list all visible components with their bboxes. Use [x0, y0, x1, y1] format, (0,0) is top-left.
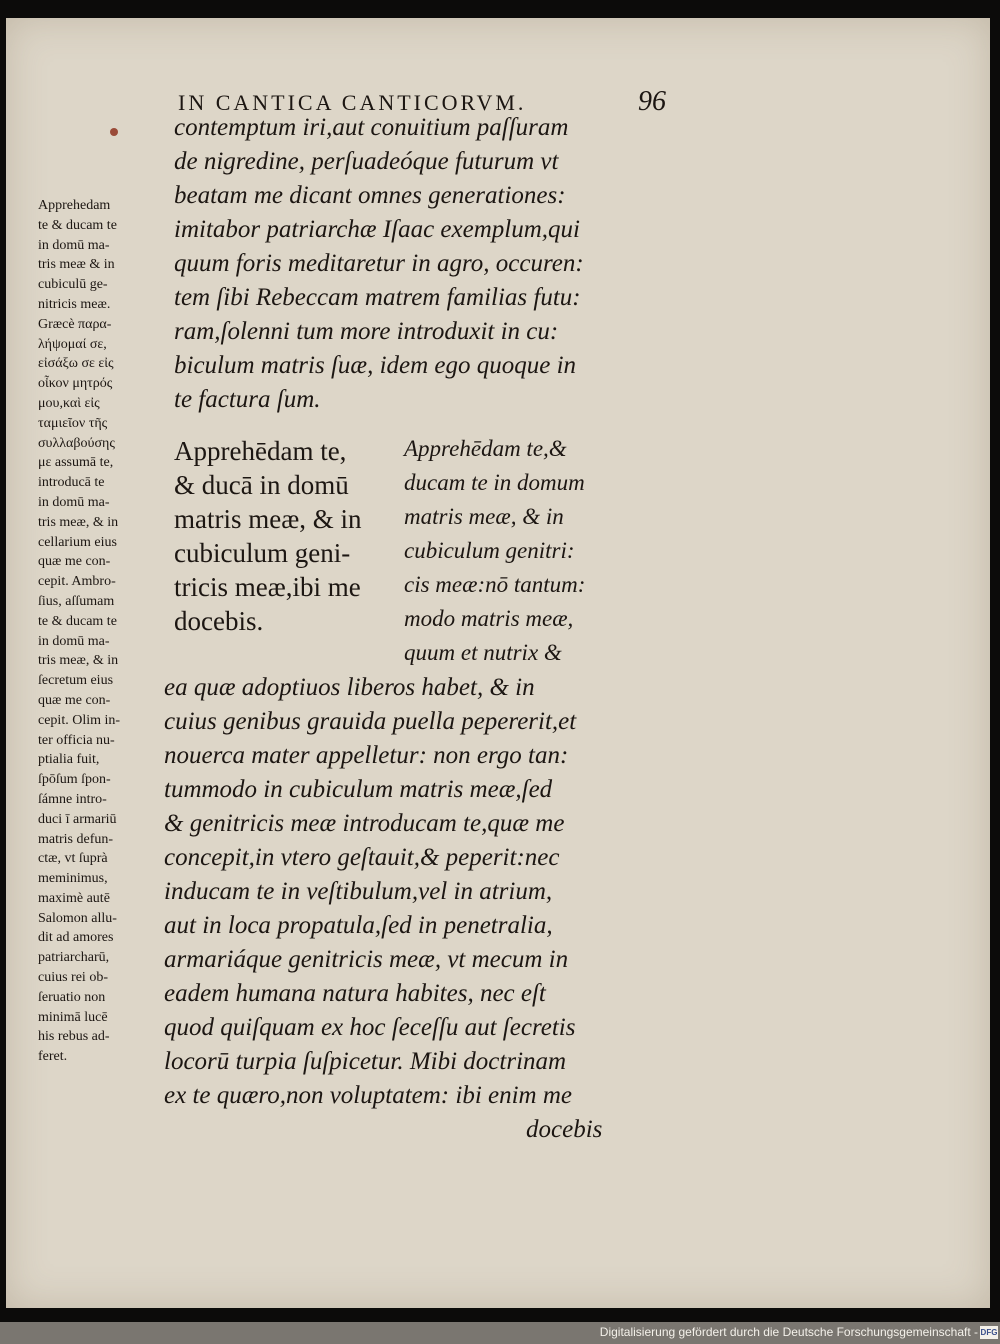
commentary-line: locorū turpia ſuſpicetur. Mibi doctrinam [164, 1048, 567, 1075]
margin-note-line: Apprehedam [38, 198, 111, 213]
lemma-vulgate-line: docebis. [174, 606, 264, 636]
commentary-line: quod quiſquam ex hoc ſeceſſu aut ſecretis [164, 1014, 576, 1041]
lemma-translation-line: cubiculum genitri: [404, 538, 575, 563]
lemma-translation-line: ducam te in domum [404, 470, 585, 495]
margin-note-line: tris meæ & in [38, 257, 115, 273]
lemma-translation-line: cis meæ:nō tantum: [404, 572, 586, 597]
margin-note-line: ter officia nu- [38, 732, 115, 748]
margin-note-line: patriarcharū, [38, 950, 110, 966]
margin-note-line: introducā te [38, 475, 105, 491]
lemma-vulgate-line: & ducā in domū [174, 470, 349, 500]
margin-note-line: οἶκον μητρός [38, 376, 113, 392]
margin-note-line: cuius rei ob- [38, 970, 108, 986]
lemma-vulgate-line: Apprehēdam te, [174, 436, 347, 466]
lemma-vulgate-line: matris meæ, & in [174, 504, 362, 534]
running-head: IN CANTICA CANTICORVM. [178, 90, 527, 115]
margin-note-line: ſeruatio non [38, 989, 106, 1005]
margin-note-line: in domū ma- [38, 237, 110, 253]
margin-note-line: quæ me con- [38, 554, 111, 570]
margin-note-line: meminimus, [38, 871, 108, 887]
commentary-line: imitabor patriarchæ Iſaac exemplum,qui [174, 216, 580, 243]
margin-note-line: in domū ma- [38, 494, 110, 510]
margin-note-line: in domū ma- [38, 633, 110, 649]
lemma-translation-line: Apprehēdam te,& [404, 436, 567, 461]
margin-note-line: ſpōſum ſpon- [38, 772, 111, 788]
commentary-line: contemptum iri,aut conuitium paſſuram [174, 114, 569, 141]
margin-note-line: εἰσάξω σε εἰς [38, 356, 114, 372]
margin-note-line: Salomon allu- [38, 910, 117, 926]
margin-note-line: te & ducam te [38, 613, 117, 629]
commentary-line: ram,ſolenni tum more introduxit in cu: [174, 318, 559, 345]
commentary-line: inducam te in veſtibulum,vel in atrium, [164, 878, 553, 905]
book-page [6, 18, 990, 1308]
dfg-logo-icon: DFG [980, 1328, 998, 1337]
digitization-credit: Digitalisierung gefördert durch die Deutsche Forschungsgemeinschaft - [599, 1325, 978, 1339]
commentary-line: de nigredine, perſuadeóque futurum vt [174, 148, 559, 175]
margin-note-line: quæ me con- [38, 692, 111, 708]
commentary-line: concepit,in vtero geſtauit,& peperit:nec [164, 844, 560, 871]
margin-note-line: μου,καὶ εἰς [38, 395, 100, 411]
margin-note-line: συλλαβούσης [38, 435, 115, 451]
margin-note-line: ctæ, vt ſuprà [38, 851, 108, 867]
commentary-line: te factura ſum. [174, 386, 321, 413]
margin-note-line: tris meæ, & in [38, 653, 119, 669]
margin-note-line: λήψομαί σε, [38, 336, 107, 352]
commentary-line: biculum matris ſuæ, idem ego quoque in [174, 352, 577, 379]
margin-note-line: με assumā te, [38, 455, 114, 471]
margin-note-line: his rebus ad- [38, 1029, 110, 1045]
margin-note-line: te & ducam te [38, 217, 117, 233]
commentary-line: ex te quæro,non voluptatem: ibi enim me [164, 1082, 573, 1109]
commentary-line: tummodo in cubiculum matris meæ,ſed [164, 776, 553, 803]
margin-notes [38, 196, 166, 1067]
lemma-vulgate-line: tricis meæ,ibi me [174, 572, 361, 602]
commentary-line: nouerca mater appelletur: non ergo tan: [164, 742, 569, 769]
margin-note-line: ταμιεῖον τῆς [38, 415, 108, 431]
margin-note-line: duci ī armariū [38, 811, 117, 827]
margin-note-line: ptialia fuit, [38, 752, 100, 768]
lemma-translation-line: matris meæ, & in [404, 504, 564, 529]
margin-note-line: ſámne intro- [38, 791, 107, 807]
margin-note-line: minimā lucē [38, 1009, 108, 1025]
margin-note-line: feret. [38, 1049, 68, 1065]
commentary-line: beatam me dicant omnes generationes: [174, 182, 566, 209]
footer-bar [0, 1322, 1000, 1344]
lemma-translation-line: quum et nutrix & [404, 640, 562, 665]
commentary-line: aut in loca propatula,ſed in penetralia, [164, 912, 553, 939]
margin-note-line: tris meæ, & in [38, 514, 119, 530]
commentary-line: ea quæ adoptiuos liberos habet, & in [164, 674, 535, 701]
margin-note-line: nitricis meæ. [38, 296, 111, 312]
commentary-line: tem ſibi Rebeccam matrem familias futu: [174, 284, 581, 311]
commentary-line: armariáque genitricis meæ, vt mecum in [164, 946, 569, 973]
margin-note-line: ſius, aſſumam [38, 593, 115, 609]
margin-note-line: maximè autē [38, 890, 110, 906]
margin-note-line: matris defun- [38, 831, 114, 847]
margin-note-line: Græcè παρα- [38, 316, 112, 332]
folio-number: 96 [638, 86, 666, 117]
ink-spot [110, 128, 118, 136]
margin-note-line: cubiculū ge- [38, 277, 108, 293]
commentary-line: & genitricis meæ introducam te,quæ me [164, 810, 565, 837]
catchword: docebis [526, 1116, 603, 1143]
margin-note-line: cepit. Olim in- [38, 712, 121, 728]
margin-note-line: cellarium eius [38, 534, 117, 550]
margin-note-line: dit ad amores [38, 930, 114, 946]
commentary-line: quum foris meditaretur in agro, occuren: [174, 250, 584, 277]
lemma-vulgate-line: cubiculum geni- [174, 538, 351, 568]
lemma-translation-line: modo matris meæ, [404, 606, 574, 631]
margin-note-line: cepit. Ambro- [38, 574, 116, 590]
commentary-line: cuius genibus grauida puella pepererit,et [164, 708, 577, 735]
commentary-line: eadem humana natura habites, nec eſt [164, 980, 546, 1007]
margin-note-line: ſecretum eius [38, 673, 114, 689]
